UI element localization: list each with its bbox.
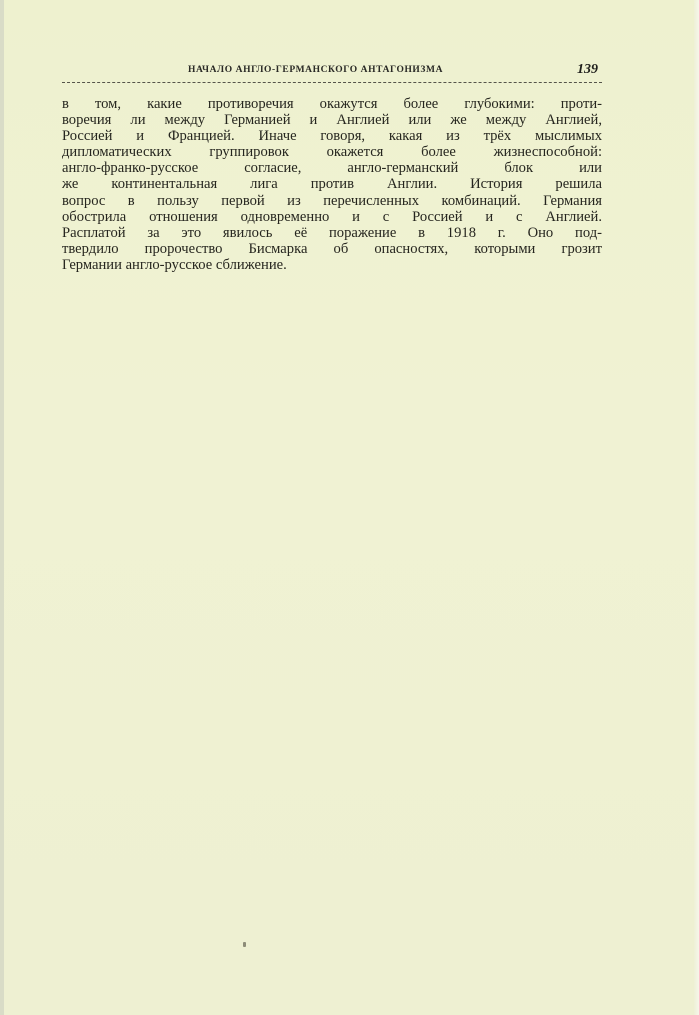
- running-header: [62, 62, 600, 82]
- text-line: Германии англо-русское сближение.: [62, 256, 287, 273]
- text-line: вопрос в пользу первой из перечисленных комбинаций. Германия: [62, 192, 602, 209]
- body-paragraph: [62, 96, 602, 273]
- running-title: НАЧАЛО АНГЛО-ГЕРМАНСКОГО АНТАГОНИЗМА: [188, 65, 444, 75]
- text-line: твердило пророчество Бисмарка об опасностях, которыми грозит: [62, 240, 602, 257]
- text-line: Расплатой за это явилось её поражение в 1918 г. Оно под-: [62, 224, 602, 241]
- text-line: англо-франко-русское согласие, англо-германский блок или: [62, 160, 602, 177]
- text-line: же континентальная лига против Англии. История решила: [62, 176, 602, 193]
- page-number: 139: [577, 62, 598, 77]
- text-line: воречия ли между Германией и Англией или же между Англией,: [62, 112, 602, 129]
- text-line: обострила отношения одновременно и с Россией и с Англией.: [62, 208, 602, 225]
- scan-speck: [243, 942, 246, 947]
- text-line: дипломатических группировок окажется более жизнеспособной:: [62, 144, 602, 161]
- page-right-edge: [694, 0, 699, 1015]
- header-rule: [62, 82, 602, 83]
- text-line: Россией и Францией. Иначе говоря, какая из трёх мыслимых: [62, 128, 602, 145]
- text-line: в том, какие противоречия окажутся более глубокими: проти-: [62, 96, 602, 112]
- page-left-edge: [0, 0, 4, 1015]
